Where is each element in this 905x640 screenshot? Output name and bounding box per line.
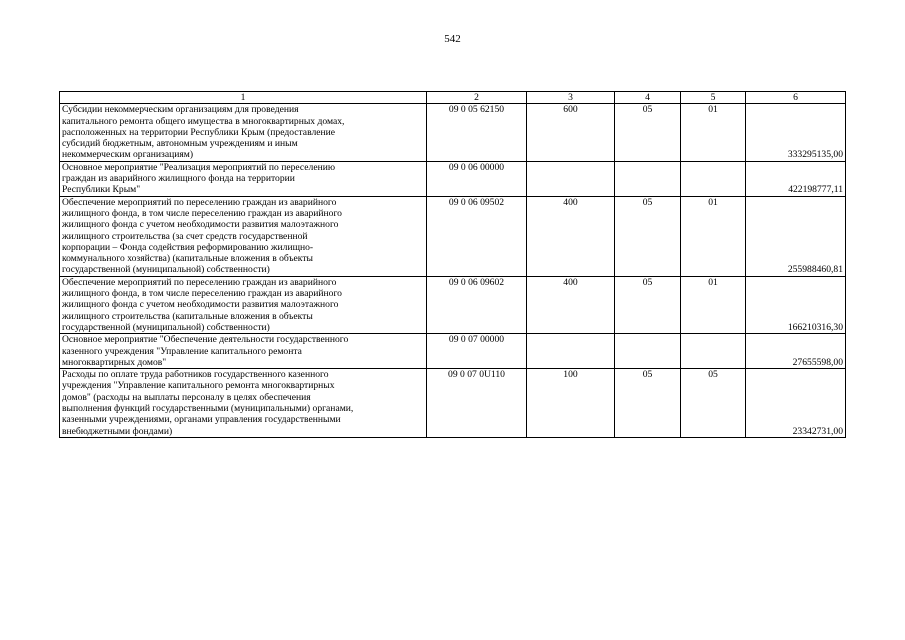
item-col4: 05 [615,276,681,333]
item-col4: 05 [615,369,681,438]
page-number: 542 [444,33,461,45]
item-sum: 23342731,00 [746,369,846,438]
header-cell: 3 [527,92,615,104]
item-col5: 01 [681,196,746,276]
item-col4: 05 [615,104,681,161]
item-name: Основное мероприятие "Обеспечение деятельности государственного казенного учреждения "Управление капитального ремонта многоквартирных домов" [60,334,427,369]
item-code: 09 0 06 09602 [427,276,527,333]
header-cell: 6 [746,92,846,104]
item-col5: 01 [681,104,746,161]
item-col4: 05 [615,196,681,276]
item-col5: 01 [681,276,746,333]
item-col4 [615,161,681,196]
item-col3 [527,334,615,369]
item-col3: 100 [527,369,615,438]
item-col5: 05 [681,369,746,438]
item-col5 [681,161,746,196]
item-name: Обеспечение мероприятий по переселению граждан из аварийного жилищного фонда, в том числе переселению граждан из аварийного жилищного фонда с учетом необходимости развития малоэтажного жилищного строительства (за счет средств государственной корпорации – Фонда содействия реформированию жилищно- коммунального хозяйства) (капитальные вложения в объекты государственной (муниципальной) собственности) [60,196,427,276]
header-cell: 5 [681,92,746,104]
item-name: Обеспечение мероприятий по переселению граждан из аварийного жилищного фонда, в том числе переселению граждан из аварийного жилищного фонда с учетом необходимости развития малоэтажного жилищного строительства (капитальные вложения в объекты государственной (муниципальной) собственности) [60,276,427,333]
header-cell: 4 [615,92,681,104]
item-sum: 422198777,11 [746,161,846,196]
item-name: Расходы по оплате труда работников государственного казенного учреждения "Управление капитального ремонта многоквартирных домов" (расходы на выплаты персоналу в целях обеспечения выполнения функций государственными (муниципальными) органами, казенными учреждениями, органами управления государственными внебюджетными фондами) [60,369,427,438]
item-col3: 600 [527,104,615,161]
table-row [60,334,846,369]
header-cell: 1 [60,92,427,104]
item-col5 [681,334,746,369]
header-cell: 2 [427,92,527,104]
item-col4 [615,334,681,369]
table-row [60,369,846,438]
item-name: Субсидии некоммерческим организациям для проведения капитального ремонта общего имущества в многоквартирных домах, расположенных на территории Республики Крым (предоставление субсидий бюджетным, автономным учреждениям и иным некоммерческим организациям) [60,104,427,161]
table-row [60,196,846,276]
item-code: 09 0 06 09502 [427,196,527,276]
item-col3: 400 [527,276,615,333]
item-sum: 255988460,81 [746,196,846,276]
table-row [60,104,846,161]
item-sum: 333295135,00 [746,104,846,161]
item-code: 09 0 07 0U110 [427,369,527,438]
item-code: 09 0 07 00000 [427,334,527,369]
budget-table [59,91,846,438]
item-name: Основное мероприятие "Реализация мероприятий по переселению граждан из аварийного жилищного фонда на территории Республики Крым" [60,161,427,196]
item-code: 09 0 06 00000 [427,161,527,196]
table-header-row [60,92,846,104]
item-col3: 400 [527,196,615,276]
item-sum: 166210316,30 [746,276,846,333]
item-code: 09 0 05 62150 [427,104,527,161]
item-col3 [527,161,615,196]
item-sum: 27655598,00 [746,334,846,369]
table-row [60,276,846,333]
table-row [60,161,846,196]
